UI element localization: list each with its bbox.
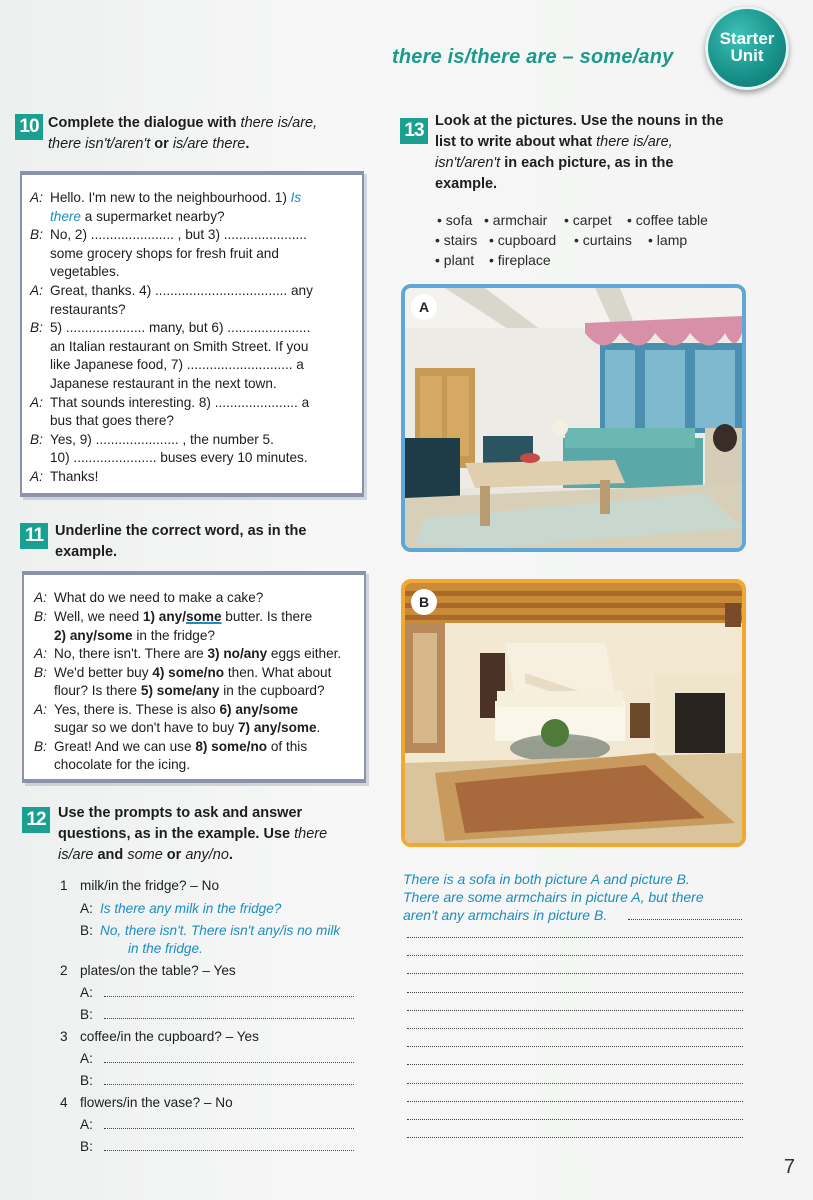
answer-b-label: B: <box>80 1139 93 1154</box>
exercise-13-example-3: aren't any armchairs in picture B. <box>403 907 608 923</box>
writing-line[interactable] <box>407 973 743 974</box>
answer-a-label: A: <box>80 901 93 916</box>
answer-line[interactable] <box>104 996 354 997</box>
bullet-icon: • <box>484 212 493 228</box>
speaker-label: A: <box>30 190 43 205</box>
item-number: 3 <box>60 1029 68 1044</box>
noun-item: • lamp <box>648 232 688 248</box>
dialogue-line: Japanese restaurant in the next town. <box>50 376 277 391</box>
underlined-answer: some <box>186 609 222 624</box>
dialogue-line: an Italian restaurant on Smith Street. If you <box>50 338 309 354</box>
speaker-label: B: <box>30 431 43 447</box>
noun-item: • cupboard <box>489 232 557 248</box>
answer-line[interactable] <box>104 1150 354 1151</box>
bullet-icon: • <box>627 212 636 228</box>
exercise-12-number: 12 <box>22 807 50 833</box>
answer-line[interactable] <box>104 1084 354 1085</box>
bullet-icon: • <box>574 232 583 248</box>
exercise-13-number: 13 <box>400 118 428 144</box>
bullet-icon: • <box>648 232 657 248</box>
exercise-11-dialogue-box: A: What do we need to make a cake? B: Well, we need 1) any/some butter. Is there 2) any/some in the fridge? A: No, there isn't. There are 3) no/any eggs either. B: We'd better buy 4) some/no then. What about flour? Is there 5) some/any in the cupboard? A: Yes, there is. These is also 6) any/some sugar so we don't have to buy 7) any/some. B: Great! And we can use 8) some/no of this chocolate for the icing. <box>22 571 366 783</box>
example-answer: No, there isn't. There isn't any/is no milk <box>100 923 341 938</box>
speaker-label: B: <box>30 227 43 243</box>
noun-item: • fireplace <box>489 252 551 268</box>
answer-b-label: B: <box>80 923 93 938</box>
dialogue-line: Hello. I'm new to the neighbourhood. 1) Is <box>50 190 302 205</box>
writing-line[interactable] <box>407 1046 743 1047</box>
writing-line[interactable] <box>407 1101 743 1102</box>
dialogue-line: That sounds interesting. 8) ...................... a <box>50 394 310 410</box>
speaker-label: A: <box>30 394 43 410</box>
writing-line[interactable] <box>407 1010 743 1011</box>
bullet-icon: • <box>489 252 498 268</box>
speaker-label: A: <box>30 469 43 484</box>
example-answer: there <box>50 208 81 224</box>
bullet-icon: • <box>564 212 573 228</box>
noun-item: • armchair <box>484 212 548 228</box>
exercise-11-instructions: Underline the correct word, as in the example. <box>55 523 307 560</box>
answer-a-label: A: <box>80 1051 93 1066</box>
item-number: 2 <box>60 963 68 978</box>
item-number: 4 <box>60 1095 68 1110</box>
exercise-10-instructions: Complete the dialogue with there is/are, there isn't/aren't or is/are there. <box>48 115 318 152</box>
picture-b-living-room <box>401 579 746 847</box>
exercise-11-number: 11 <box>20 523 48 549</box>
page-header-title: there is/there are – some/any <box>392 46 674 68</box>
answer-a-label: A: <box>80 1117 93 1132</box>
noun-item: • stairs <box>435 232 478 248</box>
writing-line[interactable] <box>407 1119 743 1120</box>
bullet-icon: • <box>437 212 446 228</box>
page-number: 7 <box>783 1156 795 1178</box>
writing-line[interactable] <box>407 1028 743 1029</box>
answer-line[interactable] <box>628 919 742 920</box>
noun-item: • coffee table <box>627 212 708 228</box>
writing-line[interactable] <box>407 937 743 938</box>
starter-unit-badge <box>705 6 789 90</box>
item-prompt: plates/on the table? – Yes <box>80 963 236 978</box>
writing-line[interactable] <box>407 1083 743 1084</box>
exercise-12-instructions: Use the prompts to ask and answer questions, as in the example. Use there is/are and some or any/no. <box>58 805 328 863</box>
answer-b-label: B: <box>80 1073 93 1088</box>
noun-item: • carpet <box>564 212 612 228</box>
dialogue-line: Thanks! <box>50 469 99 484</box>
badge-line2: Unit <box>730 46 764 65</box>
exercise-10-dialogue-box <box>20 171 364 497</box>
item-prompt: flowers/in the vase? – No <box>80 1095 233 1110</box>
dialogue-line: 10) ...................... buses every 10 minutes. <box>50 450 308 466</box>
speaker-label: B: <box>30 320 43 336</box>
dialogue-line: No, 2) ...................... , but 3) ...................... <box>50 227 307 243</box>
speaker-label: A: <box>30 283 43 298</box>
dialogue-line: vegetables. <box>50 264 120 280</box>
item-prompt: coffee/in the cupboard? – Yes <box>80 1029 259 1044</box>
noun-item: • curtains <box>574 232 632 248</box>
exercise-13-instructions: Look at the pictures. Use the nouns in the list to write about what there is/are, isn't/aren't in each picture, as in the example. <box>435 113 724 192</box>
dialogue-line: 5) ..................... many, but 6) ...................... <box>50 320 311 336</box>
dialogue-line: Yes, 9) ...................... , the number 5. <box>50 431 274 447</box>
dialogue-line: some grocery shops for fresh fruit and <box>50 245 279 261</box>
item-prompt: milk/in the fridge? – No <box>80 878 220 893</box>
dialogue-line: Great, thanks. 4) ................................... any <box>50 283 313 298</box>
bullet-icon: • <box>435 232 444 248</box>
item-number: 1 <box>60 878 68 893</box>
noun-item: • sofa <box>437 212 473 228</box>
exercise-10-number: 10 <box>15 114 43 140</box>
picture-b-label: B <box>411 589 437 615</box>
answer-line[interactable] <box>104 1128 354 1129</box>
writing-line[interactable] <box>407 992 743 993</box>
bullet-icon: • <box>489 232 498 248</box>
answer-line[interactable] <box>104 1062 354 1063</box>
example-answer: Is <box>290 190 302 205</box>
exercise-13-example-1: There is a sofa in both picture A and picture B. <box>403 871 690 887</box>
dialogue-line: bus that goes there? <box>50 413 174 429</box>
answer-line[interactable] <box>104 1018 354 1019</box>
writing-line[interactable] <box>407 1137 743 1138</box>
picture-a-living-room <box>401 284 746 552</box>
writing-line[interactable] <box>407 1064 743 1065</box>
badge-line1: Starter <box>719 29 775 48</box>
dialogue-line: like Japanese food, 7) ............................ a <box>50 357 304 373</box>
exercise-13-example-2: There are some armchairs in picture A, but there <box>403 889 704 905</box>
answer-a-label: A: <box>80 985 93 1000</box>
example-answer-cont: in the fridge. <box>128 941 203 956</box>
picture-a-label: A <box>411 294 437 320</box>
writing-line[interactable] <box>407 955 743 956</box>
example-question: Is there any milk in the fridge? <box>100 901 282 916</box>
answer-b-label: B: <box>80 1007 93 1022</box>
dialogue-line: restaurants? <box>50 301 126 317</box>
bullet-icon: • <box>435 252 444 268</box>
noun-item: • plant <box>435 252 475 268</box>
dialogue-line: there a supermarket nearby? <box>50 208 225 224</box>
